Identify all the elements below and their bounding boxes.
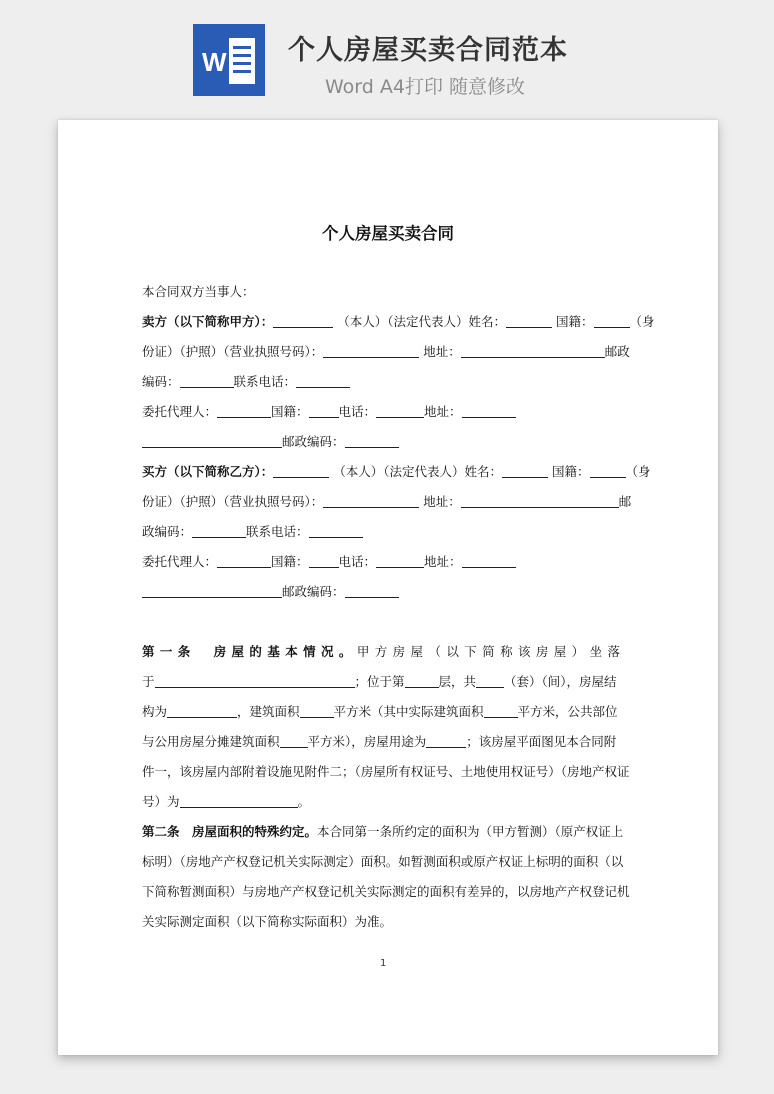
article2-text: 关实际测定面积（以下简称实际面积）为准。 bbox=[142, 914, 393, 929]
article1-line-2 bbox=[142, 674, 620, 690]
article1-line-5 bbox=[142, 764, 630, 780]
buyer-text: （身 bbox=[625, 464, 651, 479]
article1-text: 层，共 bbox=[438, 674, 477, 689]
seller-text: 份证）（护照）（营业执照号码）： bbox=[142, 344, 324, 359]
buyer-text: 政编码： bbox=[142, 524, 193, 539]
article1-text: 与公用房屋分摊建筑面积 bbox=[142, 734, 280, 749]
intro-text: 本合同双方当事人： bbox=[142, 284, 255, 299]
seller-text: （本人）（法定代表人）姓名： bbox=[337, 314, 507, 329]
seller-agent-text: 委托代理人： bbox=[142, 404, 218, 419]
seller-person-blank[interactable] bbox=[506, 315, 552, 328]
seller-agent-nationality-blank[interactable] bbox=[309, 405, 339, 418]
article2-text: 本合同第一条所约定的面积为（甲方暂测）（原产权证上 bbox=[317, 824, 624, 839]
article1-text: 平方米（其中实际建筑面积 bbox=[333, 704, 484, 719]
buyer-agent-text: 地址： bbox=[424, 554, 462, 569]
article2-line-2 bbox=[142, 854, 624, 870]
floor-blank[interactable] bbox=[405, 675, 439, 688]
buyer-agent-text: 邮政编码： bbox=[282, 584, 345, 599]
buyer-agent-text: 电话： bbox=[338, 554, 377, 569]
buyer-nationality-blank[interactable] bbox=[590, 465, 626, 478]
article1-line-1 bbox=[142, 644, 620, 660]
article1-text: 甲方房屋（以下简称该房屋）坐落 bbox=[356, 644, 620, 659]
buyer-agent-line-2 bbox=[142, 584, 620, 600]
actual-area-blank[interactable] bbox=[484, 705, 518, 718]
structure-blank[interactable] bbox=[167, 705, 237, 718]
buyer-phone-blank[interactable] bbox=[309, 525, 363, 538]
article1-line-4 bbox=[142, 734, 620, 750]
word-icon-letter: W bbox=[202, 47, 227, 77]
buyer-postcode-blank[interactable] bbox=[192, 525, 246, 538]
buyer-agent-name-blank[interactable] bbox=[217, 555, 271, 568]
intro-line bbox=[142, 284, 620, 300]
seller-phone-blank[interactable] bbox=[296, 375, 350, 388]
seller-agent-name-blank[interactable] bbox=[217, 405, 271, 418]
buyer-person-blank[interactable] bbox=[502, 465, 548, 478]
article1-text: ，建筑面积 bbox=[237, 704, 300, 719]
seller-text: 邮政 bbox=[604, 344, 630, 359]
seller-agent-line-2 bbox=[142, 434, 620, 450]
article1-text: 号）为 bbox=[142, 794, 180, 809]
seller-agent-text: 电话： bbox=[338, 404, 377, 419]
document-page bbox=[58, 120, 718, 1055]
banner-subtitle: Word A4打印 随意修改 bbox=[325, 76, 526, 98]
seller-agent-phone-blank[interactable] bbox=[376, 405, 424, 418]
word-icon bbox=[193, 24, 265, 96]
seller-agent-text: 国籍： bbox=[271, 404, 309, 419]
article2-line-3 bbox=[142, 884, 630, 900]
seller-label: 卖方（以下简称甲方）： bbox=[142, 314, 274, 329]
article1-text: 平方米，公共部位 bbox=[517, 704, 618, 719]
property-location-blank[interactable] bbox=[155, 675, 355, 688]
article1-text: ；该房屋平面图见本合同附 bbox=[466, 734, 617, 749]
seller-agent-address-blank[interactable] bbox=[462, 405, 516, 418]
seller-line-2 bbox=[142, 344, 630, 360]
article1-text: ；位于第 bbox=[354, 674, 405, 689]
buyer-text: 国籍： bbox=[552, 464, 590, 479]
article1-text: 构为 bbox=[142, 704, 168, 719]
seller-agent-text: 邮政编码： bbox=[282, 434, 345, 449]
seller-nationality-blank[interactable] bbox=[594, 315, 630, 328]
article1-text: 。 bbox=[297, 794, 311, 809]
article2-text: 标明）（房地产产权登记机关实际测定）面积。如暂测面积或原产权证上标明的面积（以 bbox=[142, 854, 624, 869]
certificate-number-blank[interactable] bbox=[180, 795, 298, 808]
seller-agent-address-cont-blank[interactable] bbox=[142, 435, 282, 448]
buyer-text: 地址： bbox=[423, 494, 461, 509]
article1-heading: 第一条 房屋的基本情况。 bbox=[142, 644, 357, 659]
article1-text: 平方米），房屋用途为 bbox=[307, 734, 427, 749]
seller-agent-postcode-blank[interactable] bbox=[345, 435, 399, 448]
document-title: 个人房屋买卖合同 bbox=[322, 224, 454, 243]
seller-text: 地址： bbox=[423, 344, 461, 359]
usage-blank[interactable] bbox=[426, 735, 466, 748]
article2-line-1 bbox=[142, 824, 624, 840]
seller-postcode-blank[interactable] bbox=[180, 375, 234, 388]
article1-text: 于 bbox=[142, 674, 155, 689]
seller-agent-text: 地址： bbox=[424, 404, 462, 419]
buyer-agent-nationality-blank[interactable] bbox=[309, 555, 339, 568]
buyer-text: 份证）（护照）（营业执照号码）： bbox=[142, 494, 324, 509]
buyer-text: 邮 bbox=[618, 494, 632, 509]
buyer-name-blank[interactable] bbox=[273, 465, 329, 478]
article1-line-3 bbox=[142, 704, 620, 720]
article1-line-6 bbox=[142, 794, 620, 810]
seller-address-blank[interactable] bbox=[461, 345, 605, 358]
buyer-agent-text: 委托代理人： bbox=[142, 554, 218, 569]
article2-heading: 第二条 房屋面积的特殊约定。 bbox=[142, 824, 318, 839]
buyer-address-blank[interactable] bbox=[461, 495, 619, 508]
banner-title: 个人房屋买卖合同范本 bbox=[288, 35, 568, 66]
seller-line-1 bbox=[142, 314, 655, 330]
seller-text: 编码： bbox=[142, 374, 180, 389]
seller-text: 联系电话： bbox=[233, 374, 297, 389]
buyer-id-blank[interactable] bbox=[323, 495, 419, 508]
seller-name-blank[interactable] bbox=[273, 315, 333, 328]
buyer-text: （本人）（法定代表人）姓名： bbox=[333, 464, 503, 479]
seller-text: （身 bbox=[629, 314, 655, 329]
building-area-blank[interactable] bbox=[300, 705, 334, 718]
buyer-line-2 bbox=[142, 494, 632, 510]
buyer-agent-phone-blank[interactable] bbox=[376, 555, 424, 568]
buyer-line-3 bbox=[142, 524, 620, 540]
buyer-agent-postcode-blank[interactable] bbox=[345, 585, 399, 598]
buyer-text: 联系电话： bbox=[246, 524, 309, 539]
article2-line-4 bbox=[142, 914, 620, 930]
buyer-agent-address-blank[interactable] bbox=[462, 555, 516, 568]
article1-text: 件一，该房屋内部附着设施见附件二；（房屋所有权证号、土地使用权证号）（房地产权证 bbox=[142, 764, 630, 779]
banner bbox=[0, 0, 774, 110]
buyer-line-1 bbox=[142, 464, 651, 480]
seller-text: 国籍： bbox=[556, 314, 594, 329]
page-number: 1 bbox=[380, 958, 387, 969]
buyer-label: 买方（以下简称乙方）： bbox=[142, 464, 274, 479]
shared-area-blank[interactable] bbox=[280, 735, 308, 748]
seller-line-3 bbox=[142, 374, 620, 390]
buyer-agent-line-1 bbox=[142, 554, 620, 570]
buyer-agent-text: 国籍： bbox=[271, 554, 309, 569]
buyer-agent-address-cont-blank[interactable] bbox=[142, 585, 282, 598]
seller-agent-line-1 bbox=[142, 404, 620, 420]
article1-text: （套）（间），房屋结 bbox=[504, 674, 617, 689]
seller-id-blank[interactable] bbox=[323, 345, 419, 358]
total-floors-blank[interactable] bbox=[476, 675, 504, 688]
article2-text: 下简称暂测面积）与房地产产权登记机关实际测定的面积有差异的，以房地产产权登记机 bbox=[142, 884, 630, 899]
